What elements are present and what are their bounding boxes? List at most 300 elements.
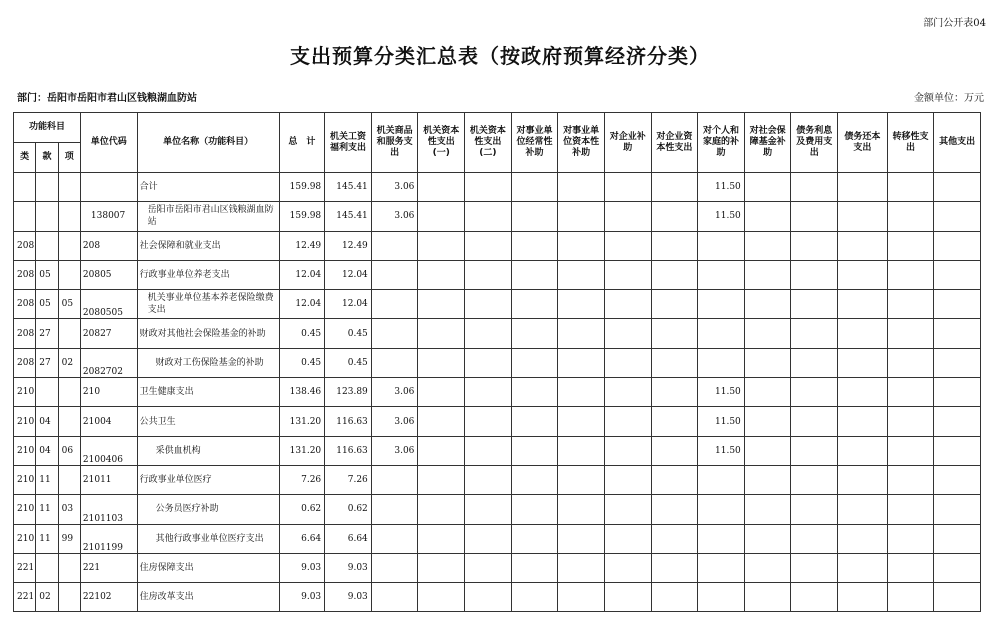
cell-kuan xyxy=(36,378,58,407)
cell-c9 xyxy=(698,260,745,289)
cell-kuan: 11 xyxy=(36,465,58,494)
cell-c1: 12.49 xyxy=(325,231,372,260)
table-row xyxy=(14,524,981,553)
cell-c8 xyxy=(651,436,698,465)
cell-c4 xyxy=(465,553,512,582)
header-c9: 对个人和家庭的补助 xyxy=(698,113,745,173)
cell-c3 xyxy=(418,553,465,582)
cell-c11 xyxy=(791,524,838,553)
cell-xiang: 99 xyxy=(58,524,80,553)
cell-total: 0.62 xyxy=(279,495,325,524)
cell-name: 行政事业单位养老支出 xyxy=(137,260,279,289)
cell-lei: 221 xyxy=(14,583,36,612)
cell-c3 xyxy=(418,378,465,407)
cell-c12 xyxy=(838,231,888,260)
cell-c14 xyxy=(934,436,981,465)
cell-c3 xyxy=(418,348,465,377)
cell-xiang: 05 xyxy=(58,290,80,319)
cell-c2: 3.06 xyxy=(371,378,418,407)
cell-c6 xyxy=(558,553,605,582)
cell-c7 xyxy=(604,348,651,377)
cell-c11 xyxy=(791,202,838,231)
cell-total: 131.20 xyxy=(279,436,325,465)
cell-c11 xyxy=(791,583,838,612)
cell-kuan: 04 xyxy=(36,407,58,436)
header-code: 单位代码 xyxy=(80,113,137,173)
cell-c9: 11.50 xyxy=(698,202,745,231)
cell-c2: 3.06 xyxy=(371,436,418,465)
cell-c6 xyxy=(558,495,605,524)
cell-c1: 12.04 xyxy=(325,290,372,319)
table-row xyxy=(14,290,981,319)
cell-c5 xyxy=(511,290,558,319)
cell-c14 xyxy=(934,407,981,436)
cell-c13 xyxy=(887,583,934,612)
cell-c10 xyxy=(744,260,791,289)
header-c6: 对事业单位资本性补助 xyxy=(558,113,605,173)
cell-xiang xyxy=(58,465,80,494)
cell-name: 住房保障支出 xyxy=(137,553,279,582)
cell-c4 xyxy=(465,260,512,289)
cell-code: 2101103 xyxy=(80,495,137,524)
header-c1: 机关工资福利支出 xyxy=(325,113,372,173)
cell-c3 xyxy=(418,524,465,553)
cell-c11 xyxy=(791,319,838,348)
cell-c8 xyxy=(651,378,698,407)
cell-c6 xyxy=(558,231,605,260)
cell-xiang xyxy=(58,260,80,289)
cell-c13 xyxy=(887,495,934,524)
cell-lei: 210 xyxy=(14,495,36,524)
cell-kuan xyxy=(36,231,58,260)
cell-code: 20805 xyxy=(80,260,137,289)
cell-c12 xyxy=(838,290,888,319)
cell-xiang: 03 xyxy=(58,495,80,524)
cell-c8 xyxy=(651,173,698,202)
cell-c8 xyxy=(651,583,698,612)
cell-c13 xyxy=(887,173,934,202)
cell-total: 159.98 xyxy=(279,202,325,231)
cell-kuan xyxy=(36,173,58,202)
cell-c1: 6.64 xyxy=(325,524,372,553)
cell-c4 xyxy=(465,407,512,436)
cell-c5 xyxy=(511,407,558,436)
cell-c8 xyxy=(651,553,698,582)
cell-c14 xyxy=(934,290,981,319)
cell-c7 xyxy=(604,524,651,553)
cell-c9: 11.50 xyxy=(698,173,745,202)
table-row xyxy=(14,319,981,348)
cell-c13 xyxy=(887,524,934,553)
cell-kuan: 05 xyxy=(36,260,58,289)
cell-c14 xyxy=(934,173,981,202)
cell-c4 xyxy=(465,290,512,319)
cell-code: 2080505 xyxy=(80,290,137,319)
header-c5: 对事业单位经常性补助 xyxy=(511,113,558,173)
cell-xiang xyxy=(58,319,80,348)
cell-c3 xyxy=(418,231,465,260)
header-name: 单位名称（功能科目） xyxy=(137,113,279,173)
cell-c4 xyxy=(465,495,512,524)
cell-c2: 3.06 xyxy=(371,173,418,202)
cell-c5 xyxy=(511,173,558,202)
cell-c7 xyxy=(604,407,651,436)
cell-c2 xyxy=(371,319,418,348)
cell-xiang xyxy=(58,407,80,436)
cell-lei: 210 xyxy=(14,524,36,553)
cell-c6 xyxy=(558,407,605,436)
cell-xiang: 06 xyxy=(58,436,80,465)
cell-c9: 11.50 xyxy=(698,407,745,436)
cell-xiang xyxy=(58,202,80,231)
cell-c5 xyxy=(511,583,558,612)
cell-c10 xyxy=(744,173,791,202)
cell-kuan xyxy=(36,202,58,231)
cell-c2 xyxy=(371,465,418,494)
cell-c4 xyxy=(465,348,512,377)
cell-c14 xyxy=(934,348,981,377)
cell-c13 xyxy=(887,319,934,348)
header-kuan: 款 xyxy=(36,143,58,173)
header-total: 总 计 xyxy=(279,113,325,173)
cell-c2 xyxy=(371,348,418,377)
cell-total: 0.45 xyxy=(279,319,325,348)
cell-c9 xyxy=(698,495,745,524)
header-func-group: 功能科目 xyxy=(14,113,81,143)
header-c8: 对企业资本性支出 xyxy=(651,113,698,173)
cell-c11 xyxy=(791,173,838,202)
cell-c6 xyxy=(558,348,605,377)
cell-c10 xyxy=(744,465,791,494)
cell-c11 xyxy=(791,348,838,377)
cell-c9 xyxy=(698,553,745,582)
cell-name: 卫生健康支出 xyxy=(137,378,279,407)
cell-c9 xyxy=(698,465,745,494)
table-row xyxy=(14,436,981,465)
cell-c14 xyxy=(934,583,981,612)
cell-c6 xyxy=(558,290,605,319)
cell-c7 xyxy=(604,465,651,494)
cell-code xyxy=(80,173,137,202)
cell-c3 xyxy=(418,465,465,494)
header-c7: 对企业补助 xyxy=(604,113,651,173)
cell-c14 xyxy=(934,260,981,289)
cell-code: 208 xyxy=(80,231,137,260)
cell-lei: 210 xyxy=(14,436,36,465)
cell-c1: 0.45 xyxy=(325,348,372,377)
cell-c11 xyxy=(791,260,838,289)
cell-c11 xyxy=(791,436,838,465)
cell-c13 xyxy=(887,436,934,465)
cell-c5 xyxy=(511,260,558,289)
cell-c8 xyxy=(651,202,698,231)
cell-c4 xyxy=(465,173,512,202)
cell-c10 xyxy=(744,436,791,465)
cell-total: 12.49 xyxy=(279,231,325,260)
cell-c1: 123.89 xyxy=(325,378,372,407)
cell-kuan xyxy=(36,553,58,582)
cell-c8 xyxy=(651,231,698,260)
cell-c4 xyxy=(465,378,512,407)
cell-name: 行政事业单位医疗 xyxy=(137,465,279,494)
cell-lei: 208 xyxy=(14,348,36,377)
cell-name: 其他行政事业单位医疗支出 xyxy=(137,524,279,553)
cell-c7 xyxy=(604,553,651,582)
table-row xyxy=(14,465,981,494)
cell-c9 xyxy=(698,290,745,319)
cell-total: 0.45 xyxy=(279,348,325,377)
cell-total: 131.20 xyxy=(279,407,325,436)
cell-c12 xyxy=(838,260,888,289)
cell-c1: 9.03 xyxy=(325,553,372,582)
cell-xiang xyxy=(58,553,80,582)
cell-lei: 208 xyxy=(14,231,36,260)
cell-total: 159.98 xyxy=(279,173,325,202)
cell-c2 xyxy=(371,524,418,553)
table-row xyxy=(14,173,981,202)
cell-c12 xyxy=(838,524,888,553)
cell-c5 xyxy=(511,465,558,494)
cell-name: 财政对其他社会保险基金的补助 xyxy=(137,319,279,348)
cell-c10 xyxy=(744,495,791,524)
cell-c7 xyxy=(604,290,651,319)
budget-table xyxy=(13,112,981,612)
cell-c6 xyxy=(558,319,605,348)
cell-c10 xyxy=(744,524,791,553)
cell-c13 xyxy=(887,553,934,582)
header-c11: 债务利息及费用支出 xyxy=(791,113,838,173)
cell-c12 xyxy=(838,465,888,494)
cell-c14 xyxy=(934,202,981,231)
cell-c9: 11.50 xyxy=(698,436,745,465)
cell-c11 xyxy=(791,290,838,319)
cell-c13 xyxy=(887,260,934,289)
cell-c1: 145.41 xyxy=(325,202,372,231)
header-c12: 债务还本支出 xyxy=(838,113,888,173)
cell-code: 22102 xyxy=(80,583,137,612)
cell-c10 xyxy=(744,553,791,582)
cell-c8 xyxy=(651,407,698,436)
cell-c6 xyxy=(558,436,605,465)
cell-c4 xyxy=(465,436,512,465)
cell-kuan: 05 xyxy=(36,290,58,319)
cell-c1: 116.63 xyxy=(325,407,372,436)
cell-c5 xyxy=(511,553,558,582)
cell-c5 xyxy=(511,348,558,377)
cell-c4 xyxy=(465,231,512,260)
cell-c12 xyxy=(838,348,888,377)
cell-total: 7.26 xyxy=(279,465,325,494)
cell-c7 xyxy=(604,202,651,231)
table-row xyxy=(14,553,981,582)
cell-c8 xyxy=(651,465,698,494)
cell-c2 xyxy=(371,231,418,260)
cell-c7 xyxy=(604,583,651,612)
cell-c5 xyxy=(511,378,558,407)
cell-c14 xyxy=(934,524,981,553)
cell-c11 xyxy=(791,465,838,494)
cell-code: 2100406 xyxy=(80,436,137,465)
cell-c3 xyxy=(418,260,465,289)
table-row xyxy=(14,260,981,289)
cell-name: 公共卫生 xyxy=(137,407,279,436)
cell-c12 xyxy=(838,378,888,407)
cell-c11 xyxy=(791,495,838,524)
cell-c13 xyxy=(887,465,934,494)
cell-c14 xyxy=(934,231,981,260)
cell-c5 xyxy=(511,495,558,524)
amount-unit-label: 金额单位：万元 xyxy=(914,93,984,104)
header-c10: 对社会保障基金补助 xyxy=(744,113,791,173)
cell-kuan: 02 xyxy=(36,583,58,612)
cell-c1: 7.26 xyxy=(325,465,372,494)
department-label: 部门：岳阳市岳阳市君山区钱粮湖血防站 xyxy=(17,93,197,104)
cell-c7 xyxy=(604,231,651,260)
cell-c3 xyxy=(418,436,465,465)
cell-c2 xyxy=(371,583,418,612)
table-row xyxy=(14,583,981,612)
cell-xiang xyxy=(58,231,80,260)
cell-c14 xyxy=(934,553,981,582)
cell-c7 xyxy=(604,173,651,202)
cell-c7 xyxy=(604,436,651,465)
cell-kuan: 11 xyxy=(36,495,58,524)
cell-c3 xyxy=(418,202,465,231)
cell-c5 xyxy=(511,202,558,231)
cell-lei: 210 xyxy=(14,465,36,494)
cell-c8 xyxy=(651,260,698,289)
table-row xyxy=(14,495,981,524)
cell-c1: 116.63 xyxy=(325,436,372,465)
cell-total: 6.64 xyxy=(279,524,325,553)
cell-c4 xyxy=(465,465,512,494)
cell-c5 xyxy=(511,436,558,465)
header-lei: 类 xyxy=(14,143,36,173)
cell-c11 xyxy=(791,553,838,582)
cell-c3 xyxy=(418,495,465,524)
cell-code: 20827 xyxy=(80,319,137,348)
form-number: 部门公开表04 xyxy=(923,18,986,29)
cell-c13 xyxy=(887,378,934,407)
cell-lei xyxy=(14,202,36,231)
cell-total: 9.03 xyxy=(279,553,325,582)
cell-c5 xyxy=(511,231,558,260)
cell-c1: 145.41 xyxy=(325,173,372,202)
cell-c6 xyxy=(558,465,605,494)
header-c3: 机关资本性支出(一) xyxy=(418,113,465,173)
cell-c1: 9.03 xyxy=(325,583,372,612)
cell-c2 xyxy=(371,495,418,524)
cell-c11 xyxy=(791,231,838,260)
cell-code: 210 xyxy=(80,378,137,407)
cell-name: 采供血机构 xyxy=(137,436,279,465)
cell-c14 xyxy=(934,378,981,407)
cell-xiang xyxy=(58,378,80,407)
cell-c4 xyxy=(465,524,512,553)
cell-kuan: 04 xyxy=(36,436,58,465)
cell-c2 xyxy=(371,553,418,582)
cell-c1: 0.62 xyxy=(325,495,372,524)
cell-code: 138007 xyxy=(80,202,137,231)
header-c14: 其他支出 xyxy=(934,113,981,173)
cell-c6 xyxy=(558,260,605,289)
cell-total: 9.03 xyxy=(279,583,325,612)
cell-code: 21011 xyxy=(80,465,137,494)
cell-c4 xyxy=(465,319,512,348)
cell-c1: 12.04 xyxy=(325,260,372,289)
cell-c14 xyxy=(934,465,981,494)
cell-c7 xyxy=(604,378,651,407)
cell-c7 xyxy=(604,260,651,289)
cell-c3 xyxy=(418,583,465,612)
cell-c3 xyxy=(418,290,465,319)
cell-c8 xyxy=(651,319,698,348)
cell-c10 xyxy=(744,378,791,407)
cell-c13 xyxy=(887,407,934,436)
cell-c10 xyxy=(744,319,791,348)
cell-c9 xyxy=(698,231,745,260)
cell-c5 xyxy=(511,524,558,553)
cell-c12 xyxy=(838,495,888,524)
cell-code: 21004 xyxy=(80,407,137,436)
cell-c11 xyxy=(791,378,838,407)
cell-kuan: 27 xyxy=(36,319,58,348)
cell-c3 xyxy=(418,407,465,436)
cell-c6 xyxy=(558,202,605,231)
cell-total: 138.46 xyxy=(279,378,325,407)
cell-c8 xyxy=(651,524,698,553)
cell-c14 xyxy=(934,495,981,524)
cell-c13 xyxy=(887,348,934,377)
cell-c12 xyxy=(838,553,888,582)
cell-c3 xyxy=(418,319,465,348)
cell-c2 xyxy=(371,260,418,289)
cell-c10 xyxy=(744,231,791,260)
cell-xiang xyxy=(58,173,80,202)
cell-c10 xyxy=(744,202,791,231)
cell-lei: 208 xyxy=(14,319,36,348)
cell-c8 xyxy=(651,495,698,524)
cell-xiang xyxy=(58,583,80,612)
cell-lei: 221 xyxy=(14,553,36,582)
cell-c2: 3.06 xyxy=(371,407,418,436)
cell-code: 2101199 xyxy=(80,524,137,553)
cell-total: 12.04 xyxy=(279,260,325,289)
cell-c4 xyxy=(465,202,512,231)
cell-total: 12.04 xyxy=(279,290,325,319)
cell-c10 xyxy=(744,407,791,436)
cell-name: 公务员医疗补助 xyxy=(137,495,279,524)
cell-code: 221 xyxy=(80,553,137,582)
cell-c13 xyxy=(887,290,934,319)
cell-c3 xyxy=(418,173,465,202)
cell-c7 xyxy=(604,319,651,348)
cell-c10 xyxy=(744,290,791,319)
cell-c1: 0.45 xyxy=(325,319,372,348)
table-row xyxy=(14,231,981,260)
cell-lei: 210 xyxy=(14,378,36,407)
header-c4: 机关资本性支出(二) xyxy=(465,113,512,173)
cell-lei xyxy=(14,173,36,202)
table-row xyxy=(14,348,981,377)
cell-c6 xyxy=(558,378,605,407)
cell-c13 xyxy=(887,202,934,231)
cell-c5 xyxy=(511,319,558,348)
cell-name: 机关事业单位基本养老保险缴费支出 xyxy=(137,290,279,319)
cell-c8 xyxy=(651,348,698,377)
cell-name: 岳阳市岳阳市君山区钱粮湖血防站 xyxy=(137,202,279,231)
cell-c8 xyxy=(651,290,698,319)
